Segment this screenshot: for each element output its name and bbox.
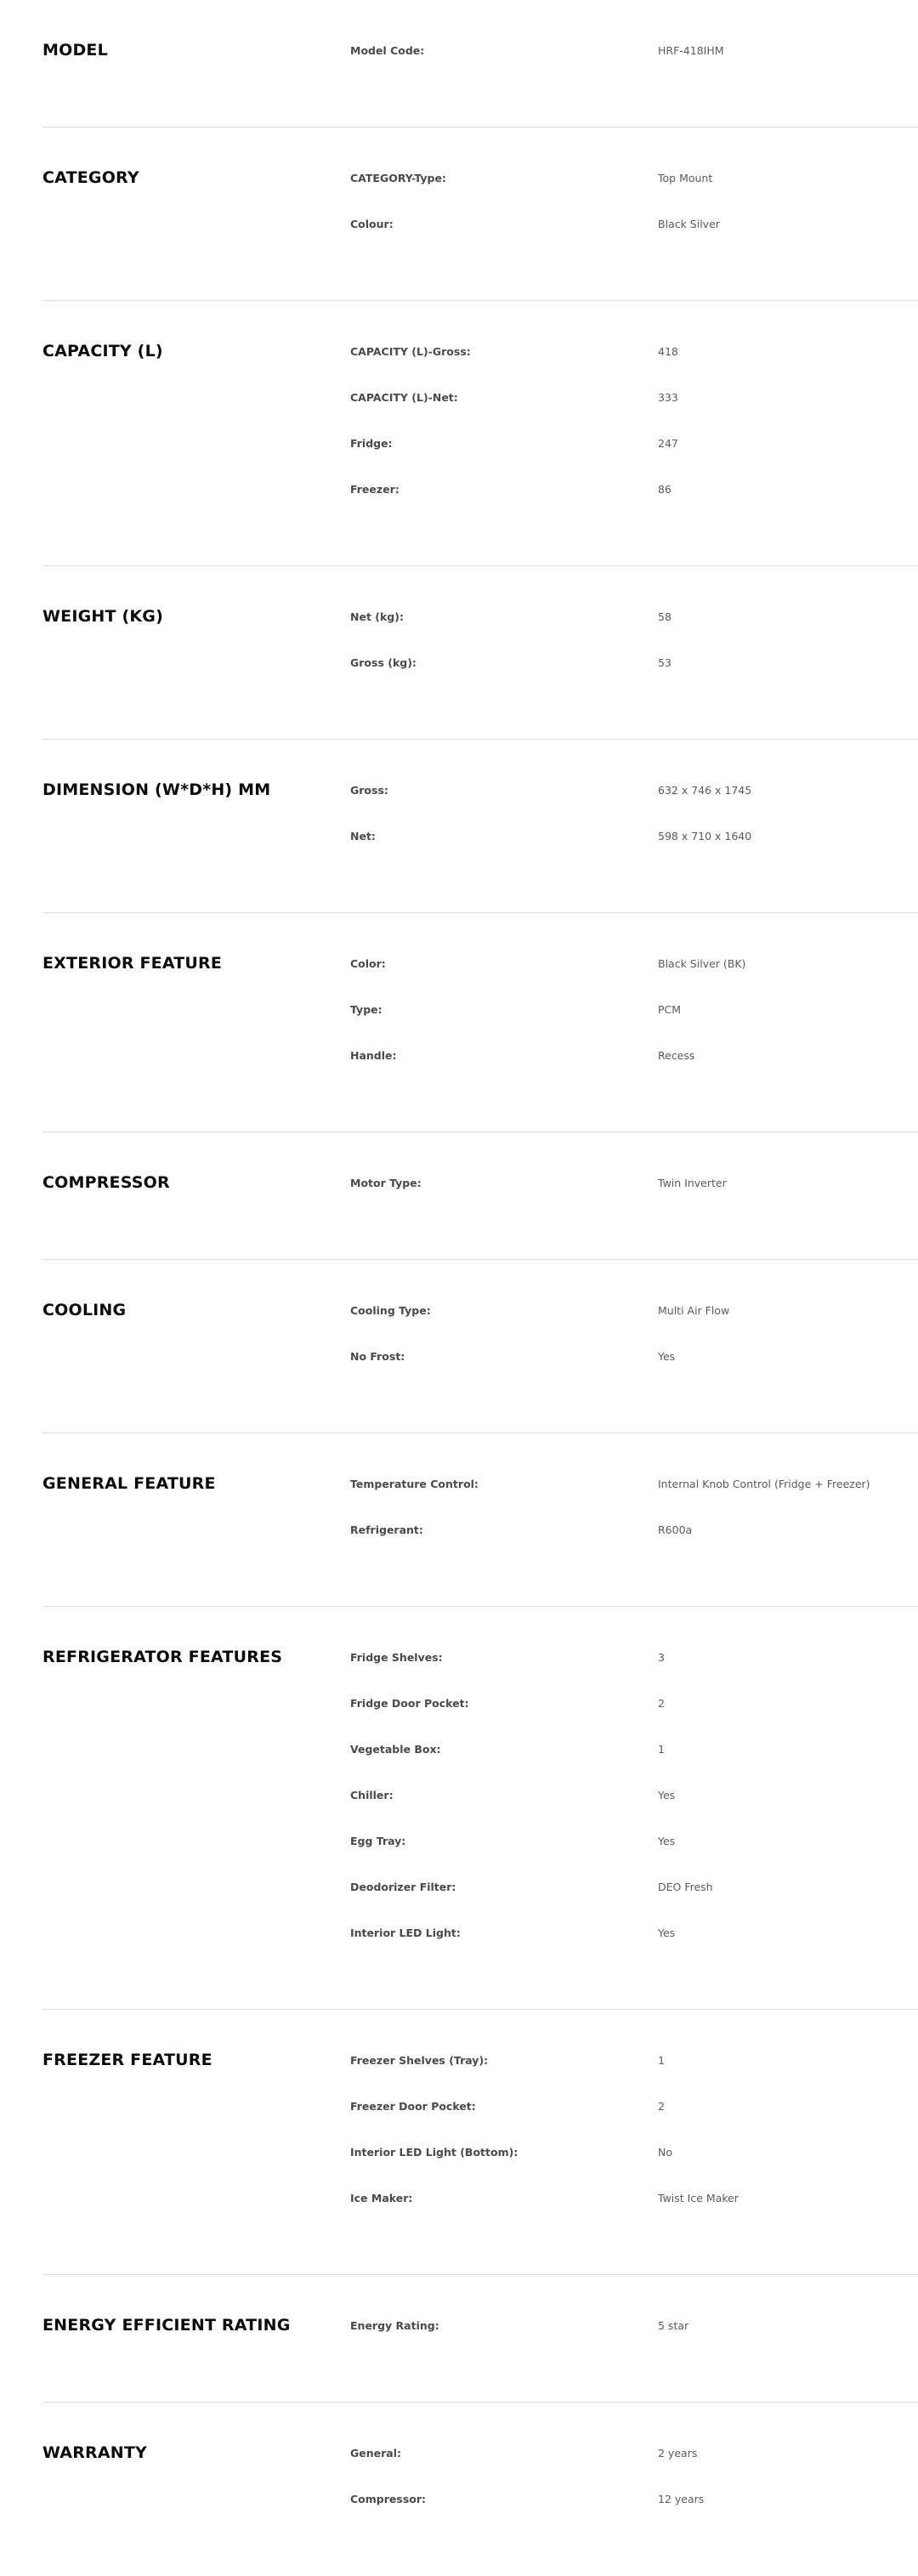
spec-value: 2 years bbox=[658, 2447, 698, 2460]
spec-label: CATEGORY-Type: bbox=[350, 172, 446, 184]
spec-row bbox=[350, 1476, 918, 1522]
spec-label: Fridge Shelves: bbox=[350, 1651, 443, 1664]
spec-row bbox=[350, 1925, 918, 1971]
spec-section-capacity bbox=[42, 301, 918, 566]
spec-rows bbox=[350, 2052, 918, 2236]
spec-label: Chiller: bbox=[350, 1789, 394, 1801]
spec-row bbox=[350, 43, 918, 88]
spec-row bbox=[350, 2491, 918, 2537]
spec-section-model bbox=[42, 0, 918, 128]
spec-row bbox=[350, 2052, 918, 2098]
spec-value: Twin Inverter bbox=[658, 1177, 727, 1189]
spec-row bbox=[350, 2445, 918, 2491]
spec-value: 2 bbox=[658, 1697, 665, 1710]
spec-value: Twist Ice Maker bbox=[658, 2192, 739, 2204]
spec-value: 3 bbox=[658, 1651, 665, 1664]
spec-value: 1 bbox=[658, 2054, 665, 2067]
spec-label: Gross: bbox=[350, 784, 388, 797]
spec-row bbox=[350, 2190, 918, 2236]
spec-row bbox=[350, 170, 918, 216]
spec-row bbox=[350, 1695, 918, 1741]
spec-value: 2 bbox=[658, 2100, 665, 2113]
spec-label: Freezer Door Pocket: bbox=[350, 2100, 476, 2113]
spec-rows bbox=[350, 1476, 918, 1568]
spec-label: Fridge Door Pocket: bbox=[350, 1697, 469, 1710]
spec-rows bbox=[350, 2445, 918, 2537]
spec-label: Egg Tray: bbox=[350, 1835, 406, 1847]
spec-label: Color: bbox=[350, 957, 386, 970]
spec-value: Black Silver (BK) bbox=[658, 957, 746, 970]
spec-section-cooling bbox=[42, 1260, 918, 1433]
spec-label: Colour: bbox=[350, 218, 394, 230]
spec-row bbox=[350, 2318, 918, 2363]
section-title: COOLING bbox=[42, 1301, 127, 1319]
spec-value: Multi Air Flow bbox=[658, 1304, 730, 1317]
spec-row bbox=[350, 1175, 918, 1221]
spec-value: 598 x 710 x 1640 bbox=[658, 830, 752, 843]
spec-row bbox=[350, 216, 918, 262]
spec-value: Yes bbox=[658, 1835, 676, 1847]
spec-value: Recess bbox=[658, 1049, 695, 1062]
spec-section-exterior bbox=[42, 913, 918, 1132]
spec-section-warranty bbox=[42, 2403, 918, 2576]
section-title: CAPACITY (L) bbox=[42, 342, 163, 360]
section-title: MODEL bbox=[42, 41, 108, 60]
spec-row bbox=[350, 782, 918, 828]
spec-label: Energy Rating: bbox=[350, 2319, 439, 2332]
spec-value: Yes bbox=[658, 1926, 676, 1939]
spec-row bbox=[350, 1047, 918, 1093]
spec-label: Refrigerant: bbox=[350, 1523, 423, 1536]
spec-section-category bbox=[42, 128, 918, 301]
spec-rows bbox=[350, 1302, 918, 1394]
spec-row bbox=[350, 1348, 918, 1394]
section-title: WEIGHT (KG) bbox=[42, 607, 163, 626]
spec-label: Temperature Control: bbox=[350, 1478, 479, 1490]
section-title: WARRANTY bbox=[42, 2443, 147, 2462]
spec-label: Handle: bbox=[350, 1049, 397, 1062]
spec-row bbox=[350, 1522, 918, 1568]
spec-label: CAPACITY (L)-Net: bbox=[350, 391, 458, 404]
spec-section-weight bbox=[42, 566, 918, 740]
spec-value: R600a bbox=[658, 1523, 693, 1536]
spec-rows bbox=[350, 170, 918, 262]
section-title: COMPRESSOR bbox=[42, 1173, 170, 1192]
spec-label: Net: bbox=[350, 830, 376, 843]
spec-row bbox=[350, 1001, 918, 1047]
spec-row bbox=[350, 609, 918, 655]
spec-label: Model Code: bbox=[350, 44, 425, 57]
spec-label: CAPACITY (L)-Gross: bbox=[350, 345, 471, 358]
spec-rows bbox=[350, 343, 918, 527]
spec-value: Yes bbox=[658, 1350, 676, 1363]
specifications-table bbox=[42, 0, 918, 2576]
spec-row bbox=[350, 2144, 918, 2190]
section-title: EXTERIOR FEATURE bbox=[42, 954, 223, 973]
spec-value: 58 bbox=[658, 610, 672, 623]
section-title: DIMENSION (W*D*H) MM bbox=[42, 780, 271, 799]
spec-rows bbox=[350, 43, 918, 88]
spec-rows bbox=[350, 609, 918, 701]
spec-value: Black Silver bbox=[658, 218, 720, 230]
spec-row bbox=[350, 1879, 918, 1925]
spec-label: Interior LED Light (Bottom): bbox=[350, 2146, 518, 2159]
spec-value: Yes bbox=[658, 1789, 676, 1801]
spec-row bbox=[350, 1649, 918, 1695]
spec-section-general bbox=[42, 1433, 918, 1607]
spec-row bbox=[350, 655, 918, 701]
spec-label: Motor Type: bbox=[350, 1177, 422, 1189]
spec-value: 86 bbox=[658, 483, 672, 496]
spec-label: Interior LED Light: bbox=[350, 1926, 461, 1939]
spec-label: Net (kg): bbox=[350, 610, 404, 623]
spec-value: 247 bbox=[658, 437, 678, 450]
spec-row bbox=[350, 389, 918, 435]
spec-value: 53 bbox=[658, 656, 672, 669]
spec-value: HRF-418IHM bbox=[658, 44, 724, 57]
section-title: CATEGORY bbox=[42, 168, 139, 187]
spec-label: Gross (kg): bbox=[350, 656, 416, 669]
spec-value: Internal Knob Control (Fridge + Freezer) bbox=[658, 1478, 870, 1490]
spec-value: 333 bbox=[658, 391, 678, 404]
spec-value: 5 star bbox=[658, 2319, 689, 2332]
spec-value: DEO Fresh bbox=[658, 1881, 713, 1893]
spec-row bbox=[350, 435, 918, 481]
spec-value: No bbox=[658, 2146, 672, 2159]
spec-row bbox=[350, 1787, 918, 1833]
spec-rows bbox=[350, 2318, 918, 2363]
spec-rows bbox=[350, 782, 918, 874]
spec-value: 12 years bbox=[658, 2493, 705, 2505]
spec-label: No Frost: bbox=[350, 1350, 405, 1363]
spec-label: Freezer Shelves (Tray): bbox=[350, 2054, 489, 2067]
section-title: ENERGY EFFICIENT RATING bbox=[42, 2316, 291, 2335]
spec-section-refrigerator bbox=[42, 1607, 918, 2010]
spec-section-compressor bbox=[42, 1132, 918, 1260]
spec-rows bbox=[350, 1175, 918, 1221]
spec-row bbox=[350, 2098, 918, 2144]
spec-rows bbox=[350, 956, 918, 1093]
spec-row bbox=[350, 1741, 918, 1787]
spec-label: Compressor: bbox=[350, 2493, 427, 2505]
spec-row bbox=[350, 1833, 918, 1879]
spec-rows bbox=[350, 1649, 918, 1971]
spec-value: PCM bbox=[658, 1003, 682, 1016]
spec-row bbox=[350, 956, 918, 1001]
spec-row bbox=[350, 828, 918, 874]
spec-value: 418 bbox=[658, 345, 678, 358]
spec-label: Ice Maker: bbox=[350, 2192, 413, 2204]
spec-section-freezer bbox=[42, 2010, 918, 2275]
spec-label: Deodorizer Filter: bbox=[350, 1881, 456, 1893]
spec-label: Fridge: bbox=[350, 437, 393, 450]
spec-row bbox=[350, 1302, 918, 1348]
spec-section-energy bbox=[42, 2275, 918, 2403]
spec-label: General: bbox=[350, 2447, 401, 2460]
section-title: GENERAL FEATURE bbox=[42, 1474, 216, 1493]
spec-label: Freezer: bbox=[350, 483, 400, 496]
spec-value: 632 x 746 x 1745 bbox=[658, 784, 752, 797]
spec-row bbox=[350, 481, 918, 527]
spec-row bbox=[350, 343, 918, 389]
spec-value: 1 bbox=[658, 1743, 665, 1756]
section-title: REFRIGERATOR FEATURES bbox=[42, 1648, 283, 1666]
spec-value: Top Mount bbox=[658, 172, 713, 184]
spec-section-dimension bbox=[42, 740, 918, 913]
spec-label: Vegetable Box: bbox=[350, 1743, 441, 1756]
spec-label: Type: bbox=[350, 1003, 382, 1016]
section-title: FREEZER FEATURE bbox=[42, 2051, 212, 2069]
spec-label: Cooling Type: bbox=[350, 1304, 431, 1317]
